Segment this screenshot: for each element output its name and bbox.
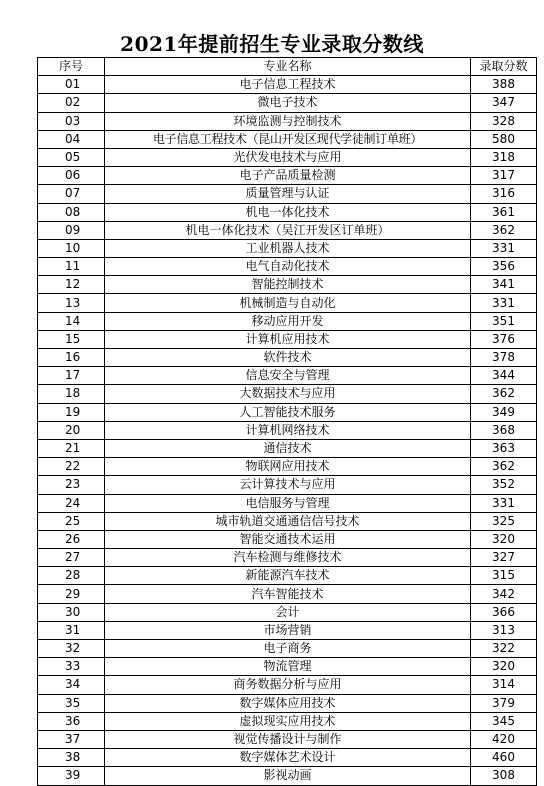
row-major-name: 物流管理 [105, 658, 471, 676]
row-score: 352 [471, 476, 537, 494]
row-score: 328 [471, 112, 537, 130]
row-score: 460 [471, 749, 537, 767]
row-major-name: 智能交通技术运用 [105, 530, 471, 548]
row-seq: 17 [38, 367, 105, 385]
row-major-name: 新能源汽车技术 [105, 567, 471, 585]
row-major-name: 光伏发电技术与应用 [105, 148, 471, 166]
table-row [38, 567, 537, 585]
row-score: 315 [471, 567, 537, 585]
row-score: 327 [471, 549, 537, 567]
row-score: 308 [471, 767, 537, 785]
row-seq: 30 [38, 603, 105, 621]
row-seq: 02 [38, 94, 105, 112]
row-score: 318 [471, 148, 537, 166]
row-seq: 31 [38, 621, 105, 639]
row-major-name: 汽车智能技术 [105, 585, 471, 603]
table-row [38, 585, 537, 603]
row-seq: 07 [38, 185, 105, 203]
table-row [38, 112, 537, 130]
row-score: 314 [471, 676, 537, 694]
row-seq: 06 [38, 167, 105, 185]
row-major-name: 市场营销 [105, 621, 471, 639]
row-major-name: 机电一体化技术 [105, 203, 471, 221]
table-row [38, 385, 537, 403]
header-seq: 序号 [38, 58, 105, 76]
row-seq: 03 [38, 112, 105, 130]
table-row [38, 221, 537, 239]
table-row [38, 76, 537, 94]
table-row [38, 658, 537, 676]
row-score: 580 [471, 130, 537, 148]
row-major-name: 工业机器人技术 [105, 239, 471, 257]
row-seq: 37 [38, 730, 105, 748]
table-row [38, 512, 537, 530]
table-row [38, 640, 537, 658]
table-row [38, 712, 537, 730]
row-score: 361 [471, 203, 537, 221]
row-seq: 15 [38, 330, 105, 348]
row-seq: 01 [38, 76, 105, 94]
row-score: 366 [471, 603, 537, 621]
row-seq: 13 [38, 294, 105, 312]
row-seq: 14 [38, 312, 105, 330]
row-major-name: 虚拟现实应用技术 [105, 712, 471, 730]
table-row [38, 148, 537, 166]
row-score: 351 [471, 312, 537, 330]
row-score: 378 [471, 349, 537, 367]
row-score: 331 [471, 494, 537, 512]
table-row [38, 239, 537, 257]
row-seq: 22 [38, 458, 105, 476]
row-score: 320 [471, 530, 537, 548]
row-score: 341 [471, 276, 537, 294]
row-seq: 18 [38, 385, 105, 403]
row-major-name: 数字媒体艺术设计 [105, 749, 471, 767]
row-score: 331 [471, 239, 537, 257]
row-seq: 11 [38, 258, 105, 276]
row-seq: 24 [38, 494, 105, 512]
row-score: 388 [471, 76, 537, 94]
row-score: 322 [471, 640, 537, 658]
row-seq: 09 [38, 221, 105, 239]
row-major-name: 商务数据分析与应用 [105, 676, 471, 694]
score-table [37, 57, 537, 786]
table-row [38, 603, 537, 621]
row-major-name: 计算机应用技术 [105, 330, 471, 348]
row-seq: 19 [38, 403, 105, 421]
row-major-name: 机械制造与自动化 [105, 294, 471, 312]
row-major-name: 电信服务与管理 [105, 494, 471, 512]
row-score: 331 [471, 294, 537, 312]
table-row [38, 258, 537, 276]
row-major-name: 电子信息工程技术 [105, 76, 471, 94]
row-major-name: 物联网应用技术 [105, 458, 471, 476]
table-row [38, 621, 537, 639]
row-seq: 10 [38, 239, 105, 257]
table-row [38, 367, 537, 385]
row-seq: 21 [38, 439, 105, 457]
row-major-name: 电气自动化技术 [105, 258, 471, 276]
row-seq: 27 [38, 549, 105, 567]
row-score: 376 [471, 330, 537, 348]
table-row [38, 185, 537, 203]
table-row [38, 549, 537, 567]
row-major-name: 电子产品质量检测 [105, 167, 471, 185]
row-seq: 39 [38, 767, 105, 785]
row-major-name: 移动应用开发 [105, 312, 471, 330]
row-major-name: 云计算技术与应用 [105, 476, 471, 494]
row-major-name: 微电子技术 [105, 94, 471, 112]
row-major-name: 视觉传播设计与制作 [105, 730, 471, 748]
table-row [38, 458, 537, 476]
score-table-body [38, 58, 537, 786]
row-major-name: 机电一体化技术（吴江开发区订单班） [105, 221, 471, 239]
row-major-name: 电子商务 [105, 640, 471, 658]
row-score: 316 [471, 185, 537, 203]
row-score: 356 [471, 258, 537, 276]
row-major-name: 影视动画 [105, 767, 471, 785]
table-row [38, 349, 537, 367]
row-seq: 05 [38, 148, 105, 166]
table-row [38, 494, 537, 512]
table-row [38, 730, 537, 748]
row-score: 363 [471, 439, 537, 457]
row-score: 379 [471, 694, 537, 712]
table-row [38, 421, 537, 439]
row-score: 362 [471, 385, 537, 403]
page-title: 2021年提前招生专业录取分数线 [120, 32, 424, 56]
row-score: 345 [471, 712, 537, 730]
header-score: 录取分数 [471, 58, 537, 76]
row-score: 344 [471, 367, 537, 385]
row-score: 313 [471, 621, 537, 639]
table-row [38, 94, 537, 112]
row-seq: 38 [38, 749, 105, 767]
row-score: 349 [471, 403, 537, 421]
table-row [38, 694, 537, 712]
row-seq: 25 [38, 512, 105, 530]
table-row [38, 203, 537, 221]
row-score: 362 [471, 458, 537, 476]
row-score: 320 [471, 658, 537, 676]
row-major-name: 数字媒体应用技术 [105, 694, 471, 712]
row-major-name: 会计 [105, 603, 471, 621]
row-seq: 04 [38, 130, 105, 148]
table-row [38, 403, 537, 421]
row-major-name: 智能控制技术 [105, 276, 471, 294]
row-score: 362 [471, 221, 537, 239]
row-score: 420 [471, 730, 537, 748]
table-row [38, 276, 537, 294]
table-row [38, 476, 537, 494]
row-major-name: 大数据技术与应用 [105, 385, 471, 403]
row-major-name: 质量管理与认证 [105, 185, 471, 203]
row-major-name: 电子信息工程技术（昆山开发区现代学徒制订单班） [105, 130, 471, 148]
table-row [38, 749, 537, 767]
row-seq: 35 [38, 694, 105, 712]
row-major-name: 信息安全与管理 [105, 367, 471, 385]
table-row [38, 530, 537, 548]
row-seq: 16 [38, 349, 105, 367]
row-major-name: 汽车检测与维修技术 [105, 549, 471, 567]
row-score: 347 [471, 94, 537, 112]
table-row [38, 330, 537, 348]
row-seq: 12 [38, 276, 105, 294]
table-header-row [38, 58, 537, 76]
table-row [38, 294, 537, 312]
row-seq: 20 [38, 421, 105, 439]
row-seq: 32 [38, 640, 105, 658]
row-major-name: 通信技术 [105, 439, 471, 457]
table-row [38, 167, 537, 185]
row-major-name: 计算机网络技术 [105, 421, 471, 439]
row-score: 368 [471, 421, 537, 439]
header-name: 专业名称 [105, 58, 471, 76]
row-seq: 23 [38, 476, 105, 494]
row-seq: 34 [38, 676, 105, 694]
row-score: 325 [471, 512, 537, 530]
row-score: 317 [471, 167, 537, 185]
table-row [38, 439, 537, 457]
table-row [38, 130, 537, 148]
row-seq: 08 [38, 203, 105, 221]
row-seq: 28 [38, 567, 105, 585]
row-major-name: 软件技术 [105, 349, 471, 367]
row-score: 342 [471, 585, 537, 603]
row-seq: 36 [38, 712, 105, 730]
table-row [38, 676, 537, 694]
row-seq: 26 [38, 530, 105, 548]
table-row [38, 312, 537, 330]
row-seq: 29 [38, 585, 105, 603]
table-row [38, 767, 537, 785]
row-seq: 33 [38, 658, 105, 676]
row-major-name: 环境监测与控制技术 [105, 112, 471, 130]
row-major-name: 人工智能技术服务 [105, 403, 471, 421]
row-major-name: 城市轨道交通通信信号技术 [105, 512, 471, 530]
